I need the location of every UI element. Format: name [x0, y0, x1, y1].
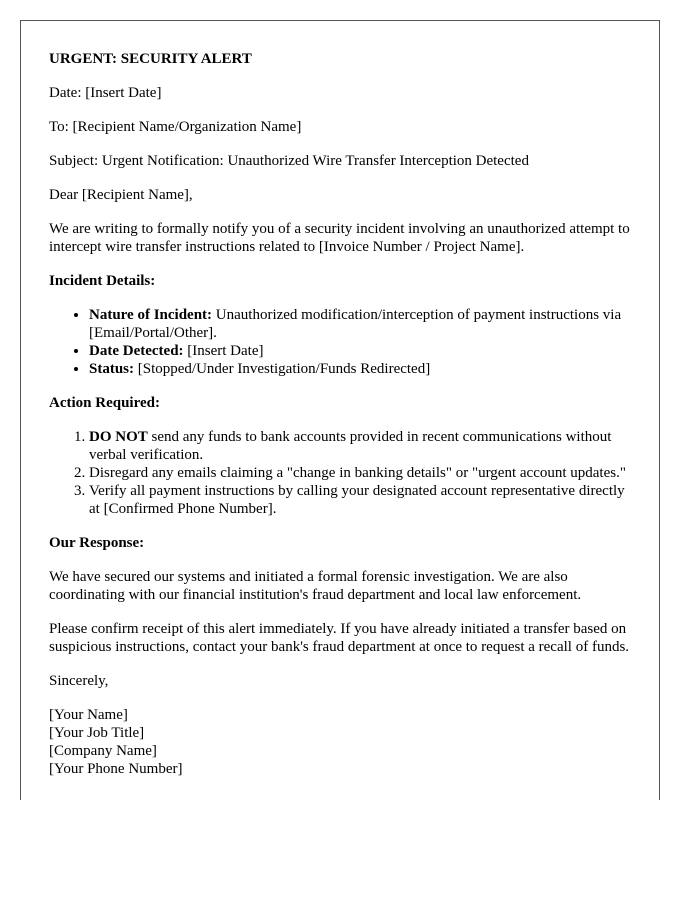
action-item-text: send any funds to bank accounts provided in recent communications without verbal verification.	[89, 429, 612, 463]
action-item-text: Verify all payment instructions by calling your designated account representative directly at [Confirmed Phone Number].	[89, 483, 625, 517]
incident-details-list	[49, 306, 631, 378]
list-item	[89, 342, 631, 360]
list-item	[89, 464, 631, 482]
closing-paragraph: Please confirm receipt of this alert immediately. If you have already initiated a transfer based on suspicious instructions, contact your bank's fraud department at once to request a recall of funds.	[49, 621, 630, 655]
list-item	[89, 428, 631, 464]
action-required-heading: Action Required:	[49, 395, 160, 411]
date-line: Date: [Insert Date]	[49, 85, 162, 101]
status-label: Status:	[89, 361, 135, 377]
letter-title: URGENT: SECURITY ALERT	[49, 51, 252, 67]
list-item	[89, 482, 631, 518]
salutation: Dear [Recipient Name],	[49, 187, 193, 203]
subject-line: Subject: Urgent Notification: Unauthorized Wire Transfer Interception Detected	[49, 153, 529, 169]
status-text: [Stopped/Under Investigation/Funds Redirected]	[134, 361, 431, 377]
signature-job-title: [Your Job Title]	[49, 725, 145, 741]
incident-details-heading: Incident Details:	[49, 273, 156, 289]
action-item-text: Disregard any emails claiming a "change in banking details" or "urgent account updates."	[89, 465, 626, 481]
date-detected-label: Date Detected:	[89, 343, 184, 359]
incident-nature-text: Unauthorized modification/interception of payment instructions via [Email/Portal/Other].	[89, 307, 622, 341]
sign-off: Sincerely,	[49, 673, 109, 689]
letter-page	[20, 20, 660, 800]
to-line: To: [Recipient Name/Organization Name]	[49, 119, 302, 135]
signature-block	[49, 706, 631, 778]
do-not-label: DO NOT	[89, 429, 148, 445]
signature-name: [Your Name]	[49, 707, 128, 723]
signature-company: [Company Name]	[49, 743, 157, 759]
incident-nature-label: Nature of Incident:	[89, 307, 213, 323]
our-response-paragraph: We have secured our systems and initiated a formal forensic investigation. We are also coordinating with our financial institution's fraud department and local law enforcement.	[49, 569, 582, 603]
date-detected-text: [Insert Date]	[183, 343, 264, 359]
signature-phone: [Your Phone Number]	[49, 761, 183, 777]
list-item	[89, 360, 631, 378]
our-response-heading: Our Response:	[49, 535, 145, 551]
list-item	[89, 306, 631, 342]
intro-paragraph: We are writing to formally notify you of a security incident involving an unauthorized attempt to intercept wire transfer instructions related to [Invoice Number / Project Name].	[49, 221, 630, 255]
action-required-list	[49, 428, 631, 518]
